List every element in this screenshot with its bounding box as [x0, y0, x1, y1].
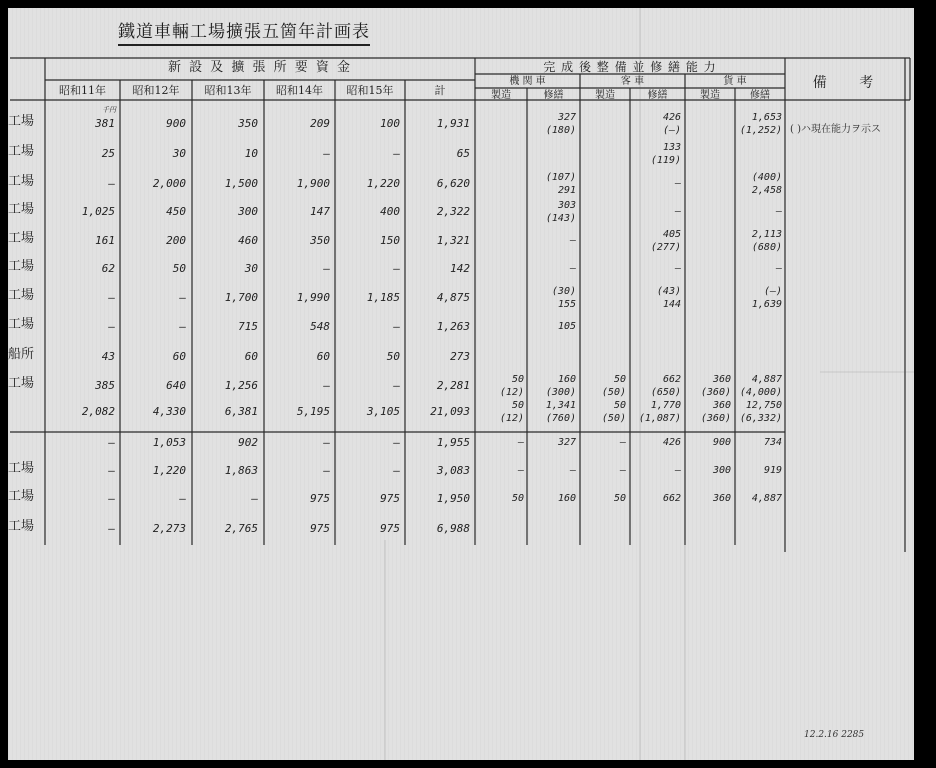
- capacity-cell: 919: [763, 465, 782, 476]
- capacity-cell: 662: [662, 374, 681, 385]
- subcol-manufacture-1: 製造: [491, 90, 511, 101]
- funds-cell: 1,321: [436, 234, 470, 247]
- subcol-manufacture-3: 製造: [700, 90, 720, 101]
- capacity-cell: (6,332): [739, 413, 782, 424]
- funds-cell: 2,082: [81, 405, 115, 418]
- funds-cell: 548: [310, 320, 330, 333]
- funds-cell: —: [393, 464, 400, 477]
- remark-note: ( )ハ現在能力ヲ示ス: [790, 124, 881, 135]
- subcol-repair-1: 修繕: [543, 90, 564, 101]
- capacity-cell: 662: [662, 493, 681, 504]
- funds-cell: —: [108, 492, 115, 505]
- funds-cell: 21,093: [430, 405, 470, 418]
- funds-cell: 60: [316, 350, 330, 363]
- funds-cell: 1,220: [152, 464, 186, 477]
- funds-cell: —: [393, 147, 400, 160]
- funds-cell: —: [393, 320, 400, 333]
- funds-cell: 640: [166, 379, 186, 392]
- capacity-cell: 4,887: [751, 493, 782, 504]
- funds-cell: —: [323, 262, 330, 275]
- funds-cell: 50: [386, 350, 400, 363]
- capacity-cell: —: [619, 437, 626, 448]
- funds-group-header: 新 設 及 擴 張 所 要 資 金: [167, 60, 353, 75]
- funds-cell: 385: [95, 379, 115, 392]
- capacity-cell: 160: [557, 493, 576, 504]
- funds-cell: —: [108, 177, 115, 190]
- funds-cell: 4,330: [152, 405, 186, 418]
- funds-cell: —: [108, 320, 115, 333]
- capacity-cell: 1,341: [545, 400, 576, 411]
- funds-cell: 5,195: [296, 405, 330, 418]
- capacity-cell: 405: [662, 229, 681, 240]
- funds-cell: 2,765: [224, 522, 258, 535]
- capacity-cell: 303: [557, 200, 576, 211]
- funds-cell: 715: [238, 320, 258, 333]
- capacity-cell: 2,458: [751, 185, 782, 196]
- funds-cell: 60: [244, 350, 258, 363]
- capacity-cell: 50: [511, 493, 524, 504]
- funds-cell: —: [323, 379, 330, 392]
- funds-cell: 62: [101, 262, 115, 275]
- capacity-cell: (680): [751, 242, 782, 253]
- capacity-cell: (43): [656, 286, 681, 297]
- funds-cell: 142: [450, 262, 470, 275]
- capacity-cell: 327: [557, 437, 576, 448]
- capacity-cell: (760): [545, 413, 576, 424]
- capacity-cell: 12,750: [745, 400, 782, 411]
- funds-cell: 975: [310, 492, 330, 505]
- capacity-cell: 1,770: [650, 400, 681, 411]
- funds-cell: 10: [244, 147, 258, 160]
- funds-cell: 1,955: [436, 436, 470, 449]
- funds-cell: 209: [310, 117, 330, 130]
- funds-cell: 1,053: [152, 436, 186, 449]
- row-label: 工場: [8, 317, 35, 332]
- capacity-cell: —: [775, 206, 782, 217]
- capacity-cell: (1,252): [739, 125, 782, 136]
- capacity-cell: 50: [511, 400, 524, 411]
- capacity-cell: (30): [551, 286, 576, 297]
- funds-cell: —: [108, 464, 115, 477]
- row-label: 工場: [8, 489, 35, 504]
- funds-cell: —: [393, 379, 400, 392]
- funds-cell: 1,220: [366, 177, 400, 190]
- capacity-cell: (—): [662, 125, 681, 136]
- funds-cell: —: [323, 464, 330, 477]
- capacity-cell: (12): [499, 387, 524, 398]
- capacity-cell: 327: [557, 112, 576, 123]
- capacity-cell: (4,000): [739, 387, 782, 398]
- subcol-repair-3: 修繕: [750, 90, 770, 101]
- capacity-cell: 426: [662, 112, 681, 123]
- funds-cell: 1,931: [436, 117, 470, 130]
- capacity-group-header: 完 成 後 整 備 並 修 繕 能 力: [543, 60, 717, 74]
- funds-cell: —: [323, 147, 330, 160]
- funds-cell: 975: [380, 522, 400, 535]
- capacity-cell: —: [674, 178, 681, 189]
- funds-cell: 200: [166, 234, 186, 247]
- funds-cell: 50: [172, 262, 186, 275]
- row-label: 工場: [8, 114, 35, 129]
- funds-cell: 161: [95, 234, 115, 247]
- funds-cell: 1,500: [224, 177, 258, 190]
- locomotive-header: 機 関 車: [509, 76, 546, 87]
- capacity-cell: 360: [712, 400, 731, 411]
- funds-cell: —: [108, 436, 115, 449]
- funds-cell: 60: [172, 350, 186, 363]
- funds-cell: 900: [166, 117, 186, 130]
- capacity-cell: (12): [499, 413, 524, 424]
- capacity-cell: —: [569, 465, 576, 476]
- row-label: 工場: [8, 174, 35, 189]
- capacity-cell: 160: [557, 374, 576, 385]
- year-header-11: 昭和11年: [59, 84, 106, 97]
- capacity-cell: 50: [613, 493, 626, 504]
- capacity-cell: (143): [545, 213, 576, 224]
- row-label: 工場: [8, 202, 35, 217]
- funds-cell: 30: [244, 262, 258, 275]
- row-label: 工場: [8, 519, 35, 534]
- row-label: 船所: [8, 347, 35, 362]
- year-header-13: 昭和13年: [204, 84, 252, 97]
- funds-cell: 975: [380, 492, 400, 505]
- archive-stamp: 12.2.16 2285: [804, 730, 865, 740]
- funds-cell: 4,875: [436, 291, 470, 304]
- funds-cell: —: [179, 492, 186, 505]
- capacity-cell: (1,087): [638, 413, 681, 424]
- capacity-cell: —: [517, 465, 524, 476]
- funds-cell: —: [323, 436, 330, 449]
- document-title: 鐵道車輛工場擴張五箇年計画表: [118, 22, 370, 46]
- row-label: 工場: [8, 144, 35, 159]
- row-label: 工場: [8, 461, 35, 476]
- capacity-cell: (360): [700, 413, 731, 424]
- funds-cell: 6,988: [436, 522, 470, 535]
- funds-cell: 381: [95, 117, 115, 130]
- capacity-cell: 50: [511, 374, 524, 385]
- total-header: 計: [434, 84, 446, 97]
- capacity-cell: 2,113: [751, 229, 782, 240]
- funds-cell: 273: [450, 350, 470, 363]
- capacity-cell: —: [569, 263, 576, 274]
- capacity-cell: 1,639: [751, 299, 782, 310]
- funds-cell: 1,700: [224, 291, 258, 304]
- year-header-14: 昭和14年: [276, 84, 323, 97]
- funds-cell: 1,863: [224, 464, 258, 477]
- funds-cell: 30: [172, 147, 186, 160]
- capacity-cell: —: [569, 235, 576, 246]
- capacity-cell: 155: [557, 299, 576, 310]
- capacity-cell: 50: [613, 374, 626, 385]
- funds-cell: 3,083: [436, 464, 470, 477]
- funds-cell: 6,620: [436, 177, 470, 190]
- capacity-cell: —: [619, 465, 626, 476]
- subcol-repair-2: 修繕: [647, 90, 668, 101]
- capacity-cell: (50): [601, 387, 626, 398]
- row-label: 工場: [8, 288, 35, 303]
- row-label: 工場: [8, 259, 35, 274]
- funds-cell: —: [393, 436, 400, 449]
- capacity-cell: (180): [545, 125, 576, 136]
- funds-cell: 65: [456, 147, 470, 160]
- capacity-cell: (107): [545, 172, 576, 183]
- funds-cell: —: [108, 522, 115, 535]
- funds-cell: 1,950: [436, 492, 470, 505]
- capacity-cell: 1,653: [751, 112, 782, 123]
- funds-cell: 2,322: [436, 205, 470, 218]
- subcol-manufacture-2: 製造: [595, 90, 615, 101]
- capacity-cell: (50): [601, 413, 626, 424]
- freight-car-header: 貨 車: [723, 76, 747, 87]
- funds-cell: 350: [310, 234, 330, 247]
- capacity-cell: (277): [650, 242, 681, 253]
- capacity-cell: 144: [662, 299, 681, 310]
- funds-cell: 450: [166, 205, 186, 218]
- funds-cell: 3,105: [366, 405, 400, 418]
- funds-cell: 1,263: [436, 320, 470, 333]
- funds-cell: —: [108, 291, 115, 304]
- row-label: 工場: [8, 376, 35, 391]
- funds-cell: 2,273: [152, 522, 186, 535]
- capacity-cell: 4,887: [751, 374, 782, 385]
- funds-cell: 1,185: [366, 291, 400, 304]
- funds-cell: 902: [238, 436, 258, 449]
- capacity-cell: 734: [763, 437, 782, 448]
- capacity-cell: (400): [751, 172, 782, 183]
- capacity-cell: —: [775, 263, 782, 274]
- funds-cell: 1,900: [296, 177, 330, 190]
- unit-mark: 千円: [102, 106, 116, 114]
- capacity-cell: 900: [712, 437, 731, 448]
- capacity-cell: (650): [650, 387, 681, 398]
- funds-cell: 350: [238, 117, 258, 130]
- capacity-cell: —: [674, 263, 681, 274]
- funds-cell: 460: [238, 234, 258, 247]
- funds-cell: 25: [101, 147, 115, 160]
- capacity-cell: (300): [545, 387, 576, 398]
- capacity-cell: 291: [557, 185, 576, 196]
- remarks-header: 備 考: [812, 75, 888, 91]
- funds-cell: —: [393, 262, 400, 275]
- funds-cell: 1,990: [296, 291, 330, 304]
- funds-cell: 100: [380, 117, 400, 130]
- funds-cell: —: [179, 291, 186, 304]
- capacity-cell: 360: [712, 374, 731, 385]
- capacity-cell: (—): [763, 286, 782, 297]
- row-label: 工場: [8, 231, 35, 246]
- passenger-car-header: 客 車: [620, 76, 645, 87]
- funds-cell: 150: [380, 234, 400, 247]
- capacity-cell: 50: [613, 400, 626, 411]
- funds-cell: 6,381: [224, 405, 258, 418]
- capacity-cell: —: [517, 437, 524, 448]
- capacity-cell: 133: [662, 142, 681, 153]
- capacity-cell: 105: [557, 321, 576, 332]
- capacity-cell: 426: [662, 437, 681, 448]
- funds-cell: —: [179, 320, 186, 333]
- capacity-cell: —: [674, 206, 681, 217]
- funds-cell: 300: [238, 205, 258, 218]
- funds-cell: 975: [310, 522, 330, 535]
- funds-cell: 2,000: [152, 177, 186, 190]
- funds-cell: —: [251, 492, 258, 505]
- funds-cell: 400: [380, 205, 400, 218]
- funds-cell: 147: [310, 205, 330, 218]
- funds-cell: 43: [101, 350, 115, 363]
- capacity-cell: (119): [650, 155, 681, 166]
- capacity-cell: (360): [700, 387, 731, 398]
- capacity-cell: —: [674, 465, 681, 476]
- capacity-cell: 360: [712, 493, 731, 504]
- year-header-15: 昭和15年: [346, 84, 394, 97]
- funds-cell: 1,025: [81, 205, 115, 218]
- funds-cell: 1,256: [224, 379, 258, 392]
- funds-cell: 2,281: [436, 379, 470, 392]
- year-header-12: 昭和12年: [132, 84, 180, 97]
- capacity-cell: 300: [712, 465, 731, 476]
